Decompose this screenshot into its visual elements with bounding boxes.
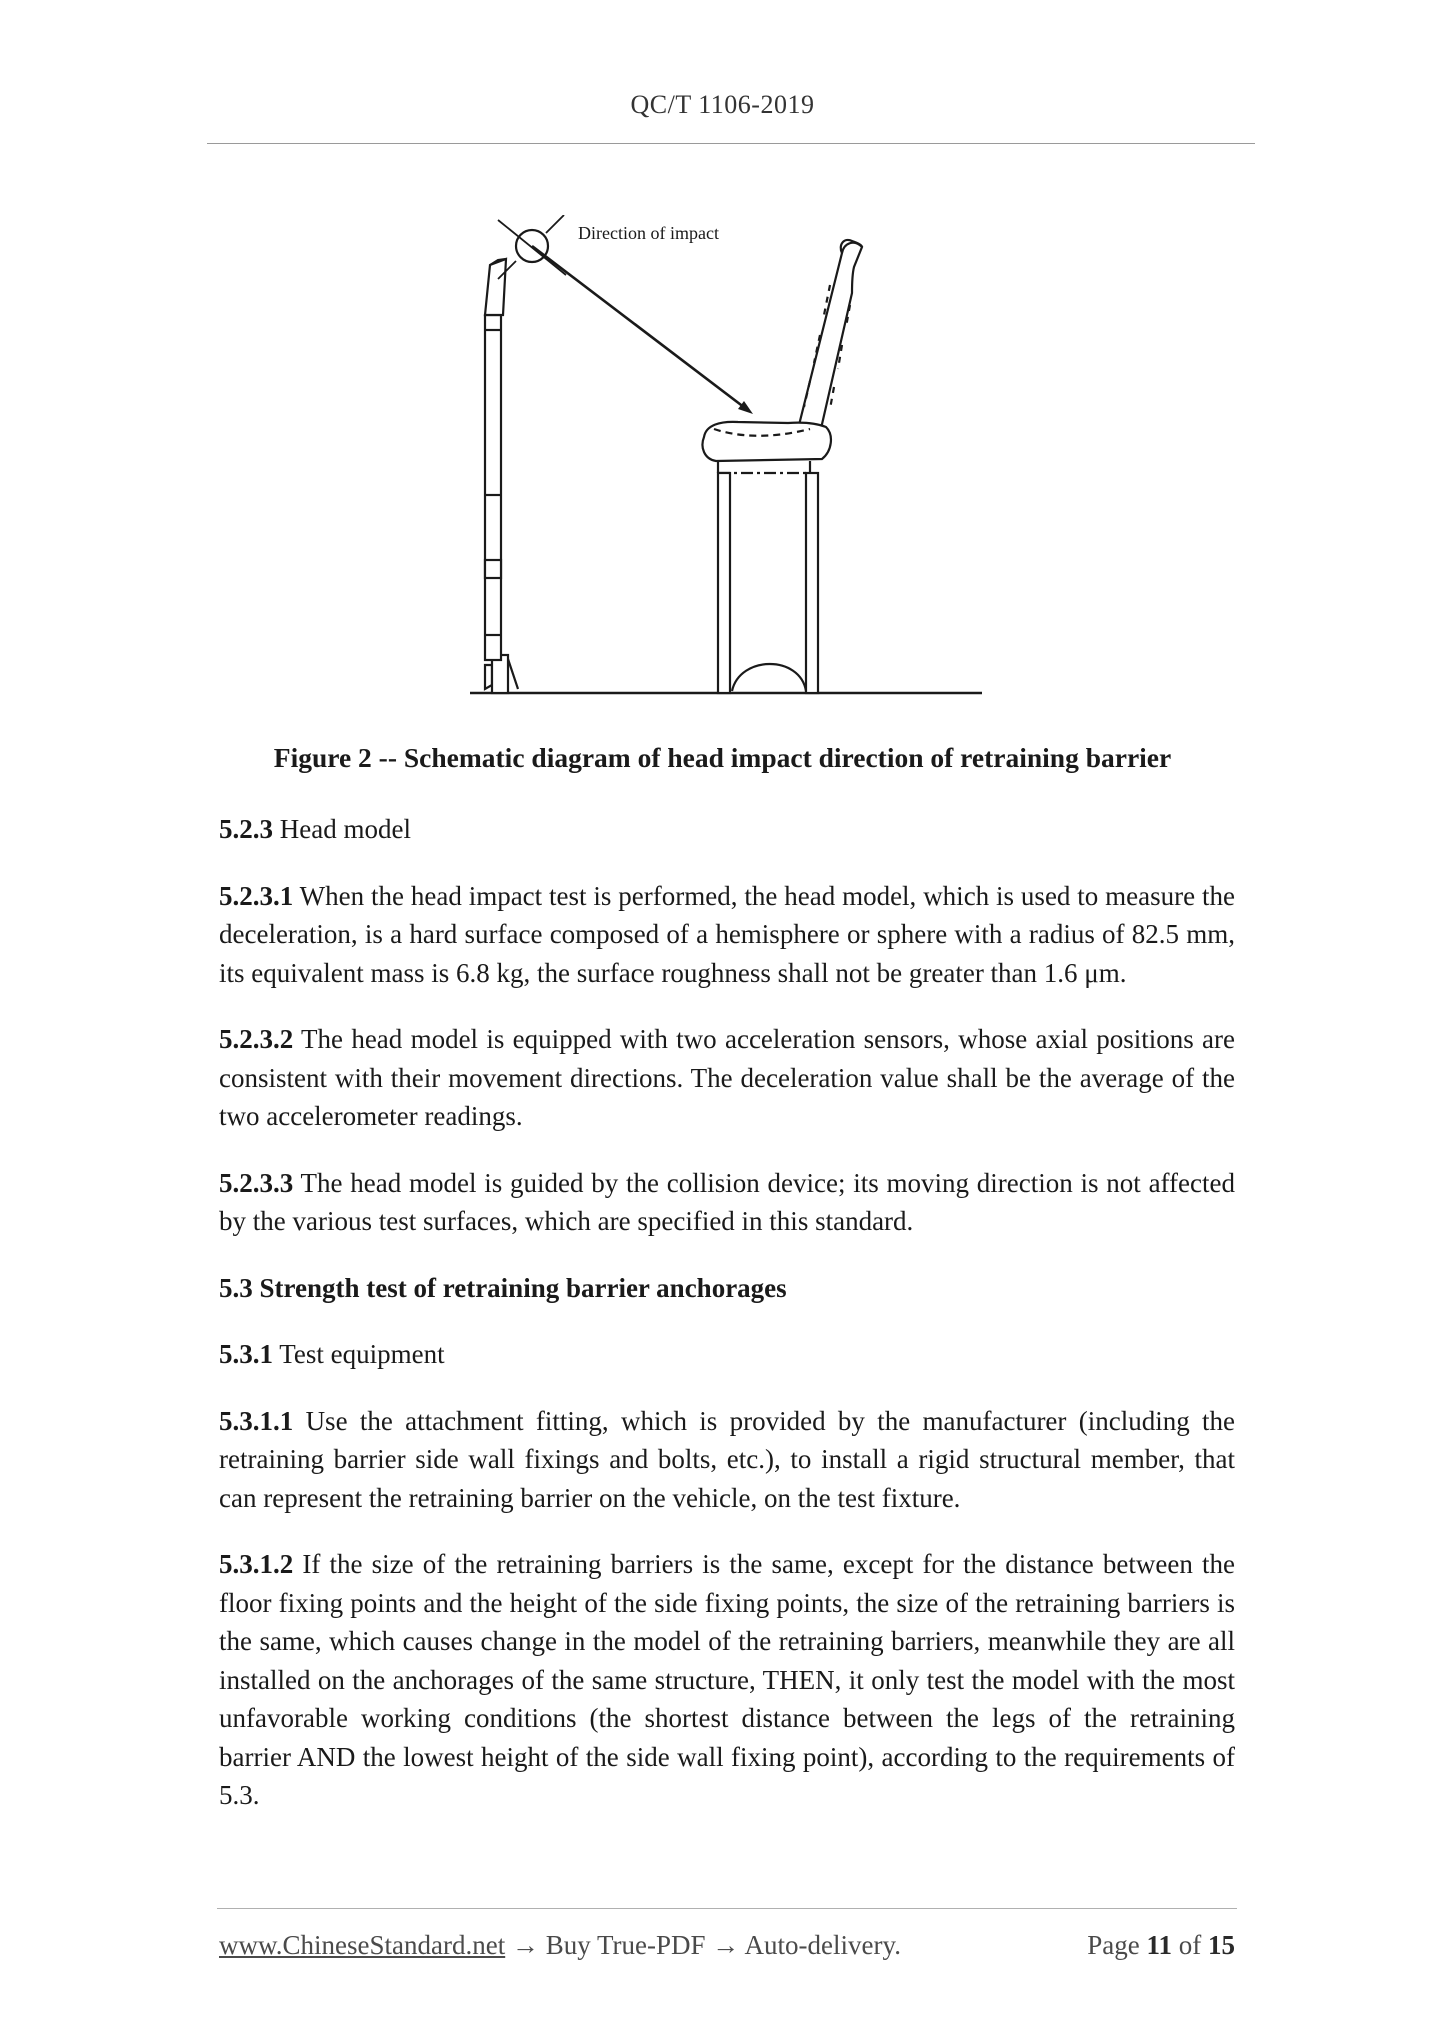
footer-promo-text: → Buy True-PDF → Auto-delivery. bbox=[505, 1930, 901, 1960]
section-number: 5.3.1.1 bbox=[219, 1405, 294, 1436]
header-divider bbox=[207, 143, 1255, 144]
section-5-2-3-2 bbox=[219, 1020, 1235, 1136]
section-text: The head model is guided by the collision device; its moving direction is not affected by the various test surfaces, which are specified in this standard. bbox=[219, 1167, 1235, 1236]
section-number: 5.3.1.2 bbox=[219, 1549, 294, 1579]
impact-direction-arrow bbox=[532, 246, 753, 414]
page-label: Page bbox=[1087, 1930, 1140, 1960]
document-body bbox=[219, 810, 1235, 1843]
footer-promo bbox=[219, 1930, 901, 1961]
section-text: If the size of the retraining barriers is the same, except for the distance between the floor fixing points and the height of the side fixing points, the size of the retraining barriers is the same, which causes change in the model of the retraining barriers, meanwhile they are all installed on the anchorages of the same structure, THEN, it only test the model with the most unfavorable working conditions (the shortest distance between the legs of the retraining barrier AND the lowest height of the side wall fixing point), according to the requirements of 5.3. bbox=[219, 1549, 1235, 1810]
of-label: of bbox=[1178, 1930, 1202, 1960]
section-number: 5.2.3 bbox=[219, 814, 273, 844]
section-5-2-3-3 bbox=[219, 1164, 1235, 1241]
section-5-3-1-2 bbox=[219, 1545, 1235, 1815]
section-number: 5.2.3.1 bbox=[219, 880, 294, 911]
page-header: QC/T 1106-2019 bbox=[630, 90, 815, 119]
website-link[interactable]: www.ChineseStandard.net bbox=[219, 1930, 506, 1960]
footer-divider bbox=[217, 1908, 1237, 1909]
section-heading: 5.3 Strength test of retraining barrier anchorages bbox=[219, 1272, 787, 1303]
section-5-3-1 bbox=[219, 1335, 1235, 1374]
figure-head-impact-diagram bbox=[470, 215, 990, 707]
section-text: Use the attachment fitting, which is provided by the manufacturer (including the retraining barrier side wall fixings and bolts, etc.), to install a rigid structural member, that can represent the retraining barrier on the vehicle, on the test fixture. bbox=[219, 1405, 1235, 1513]
section-5-2-3 bbox=[219, 810, 1235, 849]
seat bbox=[703, 240, 863, 693]
page-total: 15 bbox=[1208, 1930, 1235, 1960]
page-current: 11 bbox=[1146, 1930, 1172, 1960]
figure-caption: Figure 2 -- Schematic diagram of head impact direction of retraining barrier bbox=[273, 742, 1172, 773]
direction-label: Direction of impact bbox=[578, 223, 719, 243]
section-text: When the head impact test is performed, the head model, which is used to measure the deceleration, is a hard surface composed of a hemisphere or sphere with a radius of 82.5 mm, its equivalent mass is 6.8 kg, the surface roughness shall not be greater than 1.6 μm. bbox=[219, 880, 1235, 988]
page-number bbox=[1087, 1930, 1235, 1961]
section-text: Head model bbox=[273, 814, 411, 844]
section-5-3-1-1 bbox=[219, 1402, 1235, 1518]
section-5-2-3-1 bbox=[219, 877, 1235, 993]
section-text: The head model is equipped with two acceleration sensors, whose axial positions are consistent with their movement directions. The deceleration value shall be the average of the two accelerometer readings. bbox=[219, 1024, 1235, 1131]
section-5-3-heading bbox=[219, 1269, 1235, 1308]
impactor-stand bbox=[485, 259, 518, 693]
section-text: Test equipment bbox=[273, 1339, 445, 1369]
section-number: 5.2.3.3 bbox=[219, 1167, 294, 1198]
section-number: 5.2.3.2 bbox=[219, 1024, 294, 1054]
section-number: 5.3.1 bbox=[219, 1339, 273, 1369]
